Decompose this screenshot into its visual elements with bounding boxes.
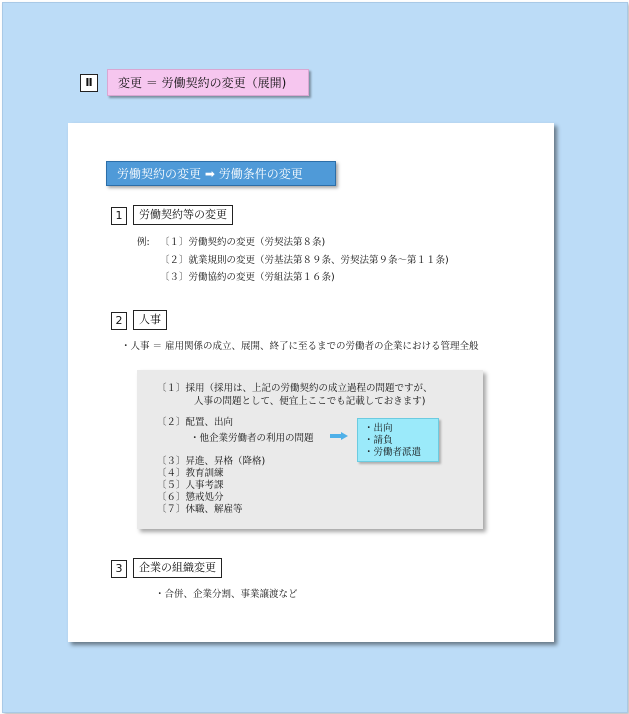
slide-title: 変更 ＝ 労働契約の変更（展開) — [107, 69, 309, 96]
section-number: 3 — [111, 560, 127, 578]
definition-text: ・人事 ＝ 雇用関係の成立、展開、終了に至るまでの労働者の企業における管理全般 — [121, 341, 479, 352]
list-item: 〔３〕労働協約の変更（労組法第１６条) — [160, 272, 335, 283]
callout-item: ・出向 — [364, 423, 393, 434]
list-item: 〔６〕懲戒処分 — [157, 492, 224, 503]
callout-item: ・労働者派遣 — [364, 447, 422, 458]
right-arrow-icon — [330, 432, 348, 440]
list-item: 〔２〕配置、出向 — [157, 417, 234, 428]
heading-right: 労働条件の変更 — [218, 167, 303, 181]
list-item: 〔５〕人事考課 — [157, 480, 224, 491]
list-item: 〔１〕採用（採用は、上記の労働契約の成立過程の問題ですが、 — [157, 383, 433, 394]
list-subitem: ・他企業労働者の利用の問題 — [190, 433, 314, 444]
section-title: 企業の組織変更 — [133, 558, 222, 578]
list-item: 〔１〕労働契約の変更（労契法第８条) — [160, 237, 326, 248]
callout-item: ・請負 — [364, 435, 393, 446]
section-title: 労働契約等の変更 — [133, 205, 233, 225]
list-item: 〔２〕就業規則の変更（労基法第８９条、労契法第９条～第１１条) — [160, 255, 449, 266]
section-number: 1 — [111, 207, 127, 225]
topic-heading — [106, 161, 336, 186]
section-title: 人事 — [133, 310, 167, 330]
note-text: ・合併、企業分割、事業譲渡など — [155, 589, 298, 600]
list-item: 〔４〕教育訓練 — [157, 468, 224, 479]
list-item: 〔３〕昇進、昇格（降格) — [157, 456, 266, 467]
callout-box — [357, 418, 439, 462]
list-item: 〔７〕休職、解雇等 — [157, 504, 243, 515]
section-number: 2 — [111, 312, 127, 330]
heading-arrow-icon: ➡ — [204, 167, 215, 181]
heading-left: 労働契約の変更 — [117, 167, 202, 181]
section-numeral-box: Ⅱ — [80, 74, 98, 92]
example-label: 例: — [137, 237, 150, 248]
list-item-continuation: 人事の問題として、便宜上ここでも記載しておきます) — [194, 396, 426, 407]
